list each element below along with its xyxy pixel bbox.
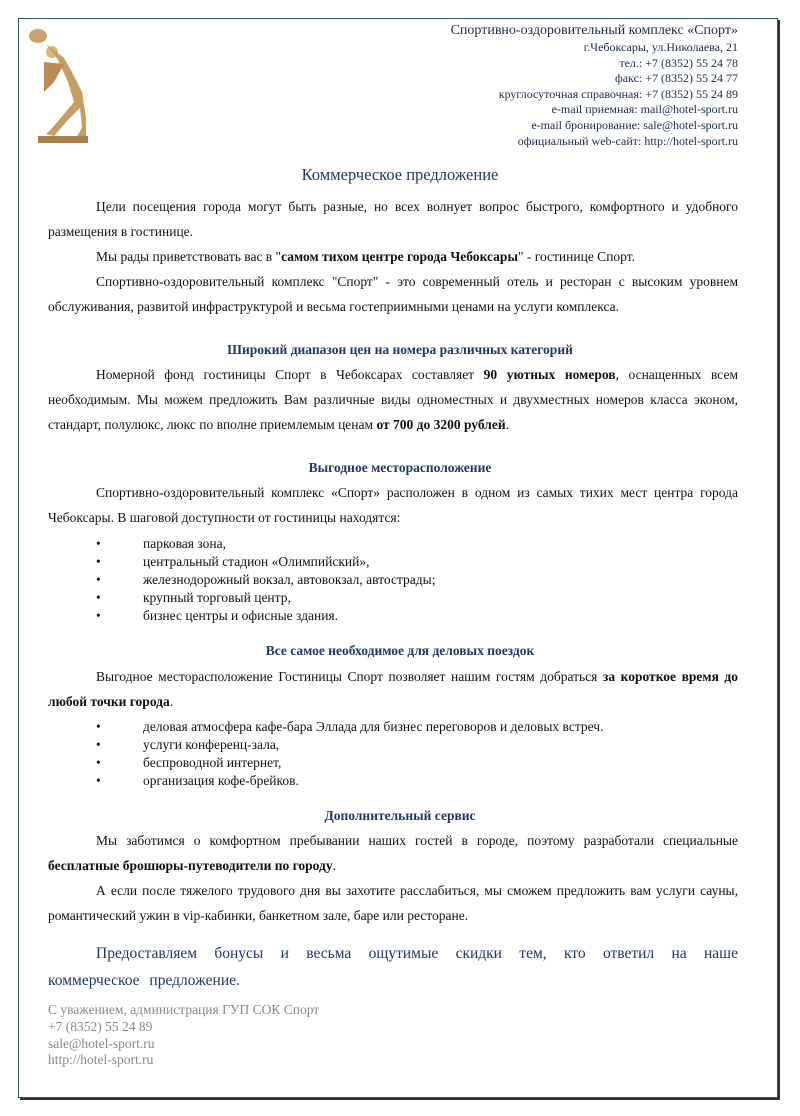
signature-line: С уважением, администрация ГУП СОК Спорт <box>48 1002 320 1017</box>
list-item: • беспроводной интернет, <box>96 754 603 772</box>
section-heading-prices: Широкий диапазон цен на номера различных категорий <box>227 342 573 357</box>
intro-paragraph-3: Спортивно-оздоровительный комплекс "Спорт" - это современный отель и ресторан с высоким уровнем обслуживания, развитой инфраструктурой и весьма гостеприимными ценами на услуги комплекса. <box>48 274 738 314</box>
section-prices <box>48 362 738 437</box>
phone: тел.: +7 (8352) 55 24 78 <box>619 55 738 70</box>
list-item: • деловая атмосфера кафе-бара Эллада для бизнес переговоров и деловых встреч. <box>96 718 603 736</box>
location-list <box>96 535 435 625</box>
intro <box>48 194 738 319</box>
fax: факс: +7 (8352) 55 24 77 <box>614 71 738 86</box>
business-paragraph <box>48 664 738 714</box>
text: " - гостинице Спорт. <box>517 249 635 264</box>
text: Номерной фонд гостиницы Спорт в Чебоксарах составляет <box>96 367 484 382</box>
address: г.Чебоксары, ул.Николаева, 21 <box>583 40 738 54</box>
section-location <box>48 480 738 530</box>
section-heading-business: Все самое необходимое для деловых поездок <box>265 643 535 658</box>
list-item: • организация кофе-брейков. <box>96 772 603 790</box>
list-item: • крупный торговый центр, <box>96 589 435 607</box>
text: Мы заботимся о комфортном пребывании наших гостей в городе, поэтому разработали специальные <box>96 833 738 848</box>
bold-text: за короткое время до любой точки города <box>48 669 738 709</box>
signature-email: sale@hotel-sport.ru <box>48 1035 155 1051</box>
signature-phone: +7 (8352) 55 24 89 <box>48 1018 153 1034</box>
discobolus-statue-logo <box>24 22 88 144</box>
text: , оснащенных всем необходимым. Мы можем предложить Вам различные виды одноместных и двухместных номеров класса эконом, стандарт, полулюкс, люкс по вполне приемлемым ценам <box>48 367 738 432</box>
email-booking: e-mail бронирование: sale@hotel-sport.ru <box>531 117 738 132</box>
org-name: Спортивно-оздоровительный комплекс «Спорт» <box>450 23 738 38</box>
section-heading-location: Выгодное месторасположение <box>308 460 492 475</box>
text: . <box>169 694 174 709</box>
list-item: • услуги конференц-зала, <box>96 736 603 754</box>
section-business <box>48 664 738 714</box>
text: . <box>505 417 510 432</box>
intro-paragraph-2 <box>48 244 738 269</box>
list-item: • парковая зона, <box>96 535 435 553</box>
list-item: • железнодорожный вокзал, автовокзал, автострады; <box>96 571 435 589</box>
section-heading-service: Дополнительный сервис <box>324 808 476 823</box>
bold-text: 90 уютных номеров <box>483 367 616 382</box>
text: Мы рады приветствовать вас в " <box>96 249 282 264</box>
bold-text: бесплатные брошюры-путеводители по городу <box>48 858 333 873</box>
prices-paragraph <box>48 362 738 437</box>
signature <box>48 1002 319 1069</box>
location-paragraph: Спортивно-оздоровительный комплекс «Спорт» расположен в одном из самых тихих мест центра города Чебоксары. В шаговой доступности от гостиницы находятся: <box>48 485 738 525</box>
business-list <box>96 718 603 790</box>
document-title: Коммерческое предложение <box>301 165 499 184</box>
service-paragraph-2: А если после тяжелого трудового дня вы захотите расслабиться, мы сможем предложить вам услуги сауны, романтический ужин в vip-кабинки, банкетном зале, баре или ресторане. <box>48 883 738 923</box>
contact-header <box>451 22 738 149</box>
bold-text: самом тихом центре города Чебоксары <box>281 249 518 264</box>
list-item: • бизнес центры и офисные здания. <box>96 607 435 625</box>
website: официальный web-сайт: http://hotel-sport.ru <box>517 133 738 148</box>
text: Выгодное месторасположение Гостиницы Спорт позволяет нашим гостям добраться <box>96 669 603 684</box>
intro-paragraph-1: Цели посещения города могут быть разные, но всех волнует вопрос быстрого, комфортного и удобного размещения в гостинице. <box>48 199 738 239</box>
hotline: круглосуточная справочная: +7 (8352) 55 24 89 <box>498 86 738 101</box>
signature-website: http://hotel-sport.ru <box>48 1052 154 1068</box>
text: . <box>332 858 336 873</box>
email-reception: e-mail приемная: mail@hotel-sport.ru <box>551 102 738 117</box>
closing-paragraph: Предоставляем бонусы и весьма ощутимые скидки тем, кто ответил на наше коммерческое предложение. <box>48 945 738 989</box>
list-item: • центральный стадион «Олимпийский», <box>96 553 435 571</box>
bold-text: от 700 до 3200 рублей <box>376 417 506 432</box>
section-service <box>48 828 738 928</box>
service-paragraph-1 <box>48 828 738 878</box>
